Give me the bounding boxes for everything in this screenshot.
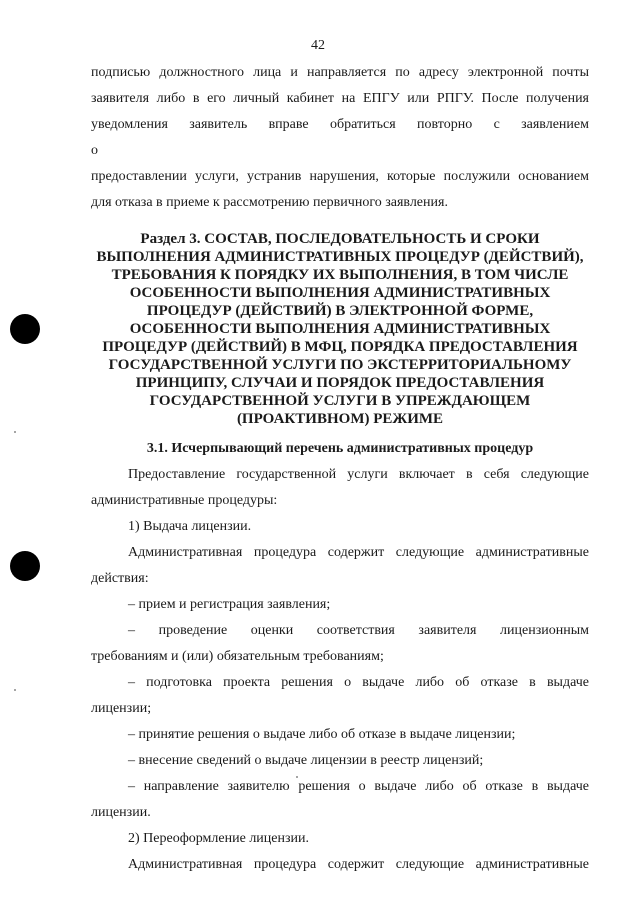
punch-hole-mark	[10, 551, 40, 581]
section-title-line: ГОСУДАРСТВЕННОЙ УСЛУГИ ПО ЭКСТЕРРИТОРИАЛЬНОМУ	[108, 357, 572, 373]
list-heading: 1) Выдача лицензии.	[128, 519, 252, 534]
section-title-line: Раздел 3. СОСТАВ, ПОСЛЕДОВАТЕЛЬНОСТЬ И СРОКИ	[140, 231, 540, 247]
action-item: – направление заявителю решения о выдаче либо об отказе в выдаче	[128, 779, 589, 794]
action-item: – внесение сведений о выдаче лицензии в реестр лицензий;	[128, 753, 484, 768]
section-title-line: ГОСУДАРСТВЕННОЙ УСЛУГИ В УПРЕЖДАЮЩЕМ	[149, 393, 531, 409]
list-heading: 2) Переоформление лицензии.	[128, 831, 310, 846]
paragraph-line: административные процедуры:	[91, 493, 278, 508]
paragraph-line: действия:	[91, 571, 149, 586]
section-title-line: ПРОЦЕДУР (ДЕЙСТВИЙ) В ЭЛЕКТРОННОЙ ФОРМЕ,	[146, 303, 534, 319]
intro-line: предоставлении услуги, устранив нарушения, которые послужили основанием	[91, 169, 589, 184]
section-title	[91, 230, 589, 428]
intro-line: подписью должностного лица и направляется по адресу электронной почты	[91, 65, 589, 80]
action-item-continuation: лицензии;	[91, 701, 152, 716]
document-body	[91, 60, 589, 878]
page-number: 42	[311, 38, 325, 53]
section-title-line: ПРИНЦИПУ, СЛУЧАИ И ПОРЯДОК ПРЕДОСТАВЛЕНИЯ	[135, 375, 545, 391]
action-item: – принятие решения о выдаче либо об отказе в выдаче лицензии;	[128, 727, 516, 742]
action-item-continuation: требованиям и (или) обязательным требованиям;	[91, 649, 384, 664]
paragraph-line: Административная процедура содержит следующие административные	[128, 545, 589, 560]
section-title-line: (ПРОАКТИВНОМ) РЕЖИМЕ	[236, 411, 444, 427]
intro-line: уведомления заявитель вправе обратиться повторно с заявлением о	[91, 117, 589, 158]
action-item: – прием и регистрация заявления;	[128, 597, 331, 612]
scan-speck	[14, 689, 16, 691]
punch-hole-mark	[10, 314, 40, 344]
subsection-title: 3.1. Исчерпывающий перечень административных процедур	[146, 441, 534, 456]
section-title-line: ПРОЦЕДУР (ДЕЙСТВИЙ) В МФЦ, ПОРЯДКА ПРЕДОСТАВЛЕНИЯ	[102, 339, 578, 355]
intro-line: заявителя либо в его личный кабинет на ЕПГУ или РПГУ. После получения	[91, 91, 589, 106]
paragraph-line: Административная процедура содержит следующие административные	[128, 857, 589, 872]
paragraph-line: Предоставление государственной услуги включает в себя следующие	[128, 467, 589, 482]
section-title-line: ТРЕБОВАНИЯ К ПОРЯДКУ ИХ ВЫПОЛНЕНИЯ, В ТОМ ЧИСЛЕ	[111, 267, 569, 283]
action-item: – проведение оценки соответствия заявителя лицензионным	[128, 623, 589, 638]
section-title-line: ОСОБЕННОСТИ ВЫПОЛНЕНИЯ АДМИНИСТРАТИВНЫХ	[129, 321, 551, 337]
intro-line: для отказа в приеме к рассмотрению первичного заявления.	[91, 195, 448, 210]
scan-speck	[14, 431, 16, 433]
section-title-line: ОСОБЕННОСТИ ВЫПОЛНЕНИЯ АДМИНИСТРАТИВНЫХ	[129, 285, 551, 301]
action-item: – подготовка проекта решения о выдаче либо об отказе в выдаче	[128, 675, 589, 690]
action-item-continuation: лицензии.	[91, 805, 151, 820]
section-title-line: ВЫПОЛНЕНИЯ АДМИНИСТРАТИВНЫХ ПРОЦЕДУР (ДЕЙСТВИЙ),	[96, 249, 584, 265]
